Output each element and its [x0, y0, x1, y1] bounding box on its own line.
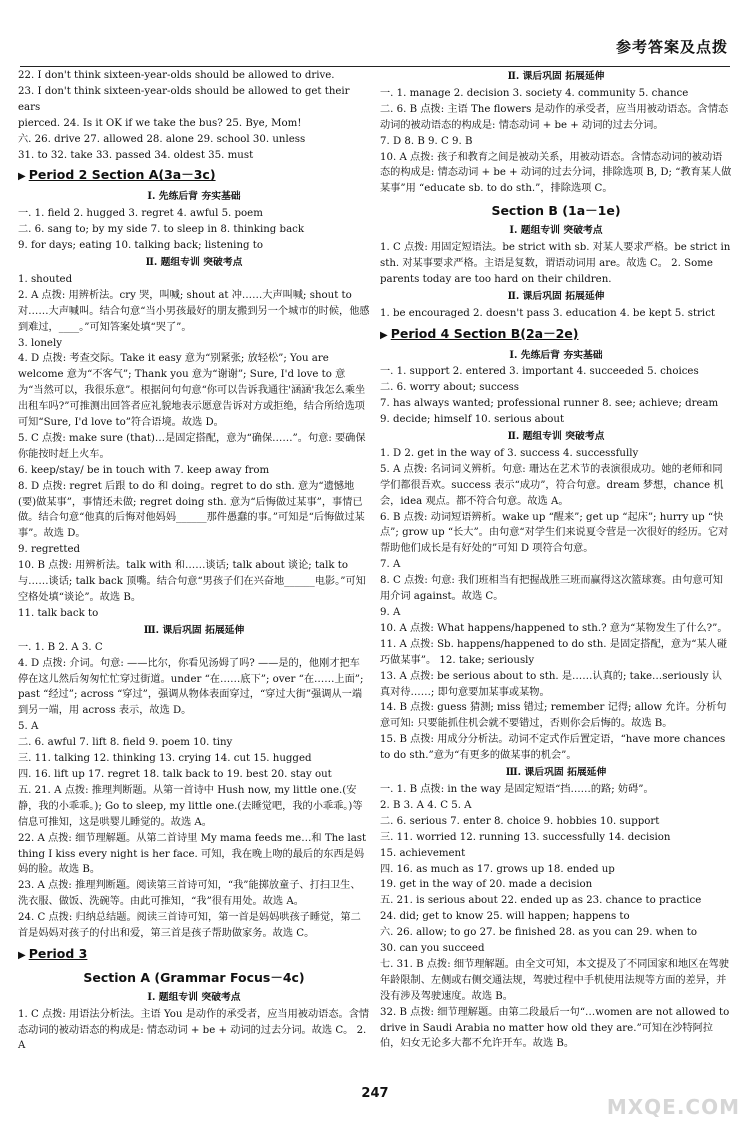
right-column — [380, 68, 732, 1052]
watermark-logo: MXQE.COM — [606, 1095, 740, 1119]
answer-line: 7. has always wanted; professional runner 8. see; achieve; dream — [380, 398, 719, 410]
answer-line: 9. A — [380, 607, 401, 618]
answer-line: 8. C 点拨: 句意: 我们班相当有把握战胜三班而赢得这次篮球赛。由句意可知用介词 against。故选 C。 — [380, 575, 723, 603]
answer-line: 5. A — [18, 721, 39, 733]
period-label: Period 4 Section B(2a－2e) — [390, 325, 579, 341]
answer-line: 10. B 点拨: 用辨析法。talk with 和……谈话; talk about 谈论; talk to 与……谈话; talk back 顶嘴。结合句意“男孩子们在兴奋地______电影。”可知空格处填“谈论”。故选 B。 — [18, 560, 366, 603]
answer-line: 六. 26. drive 27. allowed 28. alone 29. school 30. unless — [18, 133, 306, 145]
answer-line: 7. D 8. B 9. C 9. B — [380, 135, 473, 147]
answer-line: 三. 11. worried 12. running 13. successfully 14. decision — [380, 831, 671, 843]
answer-line: 22. I don't think sixteen-year-olds should be allowed to drive. — [18, 70, 335, 81]
subsection-heading: Ⅱ. 课后巩固 拓展延伸 — [507, 290, 605, 302]
answer-line: 32. B 点拨: 细节理解题。由第二段最后一句“…women are not allowed to drive in Saudi Arabia no matter how old they are.”可知在沙特阿拉伯，妇女无论多大都不允许开车。故选 B。 — [380, 1006, 730, 1050]
answer-line: 1. shouted — [18, 273, 73, 285]
answer-line: 24. C 点拨: 归纳总结题。阅读三首诗可知，第一首是妈妈哄孩子睡觉，第二首是妈妈对孩子的付出和爱，第三首是孩子帮助做家务。故选 C。 — [18, 912, 361, 940]
answer-line: 一. 1. manage 2. decision 3. society 4. community 5. chance — [380, 87, 689, 99]
answer-line: 二. 6. worry about; success — [380, 382, 519, 394]
answer-line: 一. 1. B 2. A 3. C — [18, 641, 103, 653]
answer-line: 22. A 点拨: 细节理解题。从第二首诗里 My mama feeds me…和 The last thing I kiss every night is her face. 可知，我在晚上吻的最后的东西是妈妈的脸。故选 B。 — [18, 832, 367, 876]
header-title: 参考答案及点拨 — [615, 38, 728, 56]
answer-line: 六. 26. allow; to go 27. be finished 28. as you can 29. when to — [380, 927, 698, 939]
page-number: 247 — [361, 1086, 389, 1101]
answer-line: 3. lonely — [18, 337, 62, 349]
header-rule — [20, 66, 730, 67]
answer-line: 五. 21. is serious about 22. ended up as 23. chance to practice — [380, 895, 702, 907]
answer-line: 二. 6. awful 7. lift 8. field 9. poem 10. tiny — [18, 737, 233, 749]
section-heading: Section B (1a－1e) — [491, 203, 621, 219]
answer-line: 31. to 32. take 33. passed 34. oldest 35. must — [18, 149, 254, 161]
triangle-icon: ▶ — [18, 171, 26, 183]
answer-line: 二. 6. serious 7. enter 8. choice 9. hobbies 10. support — [380, 815, 660, 827]
subsection-heading: Ⅰ. 先练后背 夯实基础 — [509, 349, 603, 361]
period-heading — [18, 167, 370, 185]
answer-line: 6. keep/stay/ be in touch with 7. keep away from — [18, 464, 270, 476]
answer-line: 二. 6. sang to; by my side 7. to sleep in 8. thinking back — [18, 224, 305, 236]
answer-line: 23. A 点拨: 推理判断题。阅读第三首诗可知，“我”能掷放童子、打扫卫生、洗衣服、做饭、洗碗等。由此可推知，“我”很有用处。故选 A。 — [18, 880, 361, 908]
answer-line: 14. B 点拨: guess 猜测; miss 错过; remember 记得; allow 允许。分析句意可知: 只要能抓住机会就不要错过，否则你会后悔的。故选 B。 — [380, 702, 727, 730]
subsection-heading: Ⅲ. 课后巩固 拓展延伸 — [143, 624, 245, 636]
period-label: Period 3 — [28, 945, 88, 961]
answer-line: 1. be encouraged 2. doesn't pass 3. education 4. be kept 5. strict — [380, 307, 715, 319]
answer-line: 19. get in the way of 20. made a decision — [380, 879, 593, 891]
subsection-heading: Ⅰ. 题组专训 突破考点 — [147, 991, 241, 1003]
subsection-heading: Ⅱ. 题组专训 突破考点 — [507, 431, 605, 443]
answer-line: 2. B 3. A 4. C 5. A — [380, 799, 472, 811]
answer-line: 5. C 点拨: make sure (that)…是固定搭配，意为“确保……”。句意: 要确保你能按时赶上火车。 — [18, 432, 366, 460]
answer-line: 1. C 点拨: 用固定短语法。be strict with sb. 对某人要求严格。be strict in sth. 对某事要求严格。主语是复数，谓语动词用 are。故选 C。 2. Some parents today are too hard on their children. — [380, 242, 731, 285]
answer-line: 四. 16. lift up 17. regret 18. talk back to 19. best 20. stay out — [18, 768, 332, 780]
section-heading: Section A (Grammar Focus－4c) — [83, 969, 305, 985]
answer-line: 11. talk back to — [18, 607, 99, 619]
answer-line: pierced. 24. Is it OK if we take the bus? 25. Bye, Mom! — [18, 117, 302, 129]
answer-line: 7. A — [380, 559, 401, 571]
answer-line: 4. D 点拨: 介词。句意: ——比尔，你看见汤姆了吗? ——是的，他刚才把车停在这儿然后匆匆忙忙穿过街道。under “在……底下”; over “在……上面”; past “经过”; across “穿过”，强调从物体表面穿过，“穿过大街”强调从一端到另一端，用 across 表示，故选 D。 — [18, 657, 364, 717]
answer-line: 五. 21. A 点拨: 推理判断题。从第一首诗中 Hush now, my little one.(安静，我的小乖乖。); Go to sleep, my little one.(去睡觉吧，我的小乖乖。)等信息可推知，这是哄婴儿睡觉的。故选 A。 — [18, 784, 363, 828]
answer-line: 24. did; get to know 25. will happen; happens to — [380, 911, 630, 923]
answer-line: 一. 1. B 点拨: in the way 是固定短语“挡……的路; 妨碍”。 — [380, 783, 654, 795]
answer-line: 30. can you succeed — [380, 943, 485, 955]
answer-line: 2. A 点拨: 用辨析法。cry 哭，叫喊; shout at 冲……大声叫喊; shout to 对……大声喊叫。结合句意“当小男孩最好的朋友搬到另一个城市的时候，他感到难过，____。”可知答案处填“哭了”。 — [18, 289, 370, 333]
answer-line: 6. B 点拨: 动词短语辨析。wake up “醒来”; get up “起床”; hurry up “快点”; grow up “长大”。由句意“对学生们来说夏令营是一次很好的经历。它对帮助他们成长是有好处的”可知 D 项符合句意。 — [380, 511, 729, 555]
answer-line: 15. B 点拨: 用成分分析法。动词不定式作后置定语，“have more chances to do sth.”意为“有更多的做某事的机会”。 — [380, 734, 726, 762]
answer-line: 一. 1. field 2. hugged 3. regret 4. awful 5. poem — [18, 208, 263, 220]
answer-line: 9. decide; himself 10. serious about — [380, 414, 565, 426]
answer-line: 5. A 点拨: 名词词义辨析。句意: 珊达在艺术节的表演很成功。她的老师和同学们都很吾欢。success 表示“成功”，符合句意。dream 梦想，chance 机会，idea 观点。都不符合句意。故选 A。 — [380, 463, 724, 507]
subsection-heading: Ⅱ. 课后巩固 拓展延伸 — [507, 71, 605, 82]
left-column — [18, 68, 370, 1054]
answer-line: 四. 16. as much as 17. grows up 18. ended up — [380, 863, 615, 875]
answer-line: 15. achievement — [380, 847, 466, 859]
answer-line: 10. A 点拨: 孩子和教育之间是被动关系，用被动语态。含情态动词的被动语态的构成是: 情态动词 + be + 动词的过去分词，排除选项 B, D; “教育某人做某事”用 “educate sb. to do sth.”，排除选项 C。 — [380, 151, 732, 195]
answer-line: 13. A 点拨: be serious about to sth. 是……认真的; take…seriously 认真对待……; 即句意要加某事或某物。 — [380, 670, 722, 698]
answer-line: 三. 11. talking 12. thinking 13. crying 14. cut 15. hugged — [18, 753, 312, 765]
answer-line: 9. for days; eating 10. talking back; listening to — [18, 240, 263, 252]
answer-line: 1. D 2. get in the way of 3. success 4. successfully — [380, 447, 639, 459]
period-heading — [18, 946, 370, 964]
subsection-heading: Ⅲ. 课后巩固 拓展延伸 — [505, 767, 607, 779]
answer-line: 一. 1. support 2. entered 3. important 4. succeeded 5. choices — [380, 366, 699, 378]
triangle-icon: ▶ — [380, 329, 388, 341]
answer-line: 二. 6. B 点拨: 主语 The flowers 是动作的承受者，应当用被动语态。含情态动词的被动语态的构成是: 情态动词 + be + 动词的过去分词。 — [380, 103, 729, 131]
subsection-heading: Ⅱ. 题组专训 突破考点 — [145, 256, 243, 268]
period-heading — [380, 326, 732, 344]
answer-line: 8. D 点拨: regret 后跟 to do 和 doing。regret to do sth. 意为“遗憾地(要)做某事”，事情还未做; regret doing sth. 意为“后悔做过某事”，事情已做。结合句意“他真的后悔对他妈妈______那件愚蠢的事。”可知是“后悔做过某事”。故选 D。 — [18, 480, 365, 540]
answer-line: 23. I don't think sixteen-year-olds should be allowed to get their ears — [18, 85, 350, 113]
answer-line: 4. D 点拨: 考查交际。Take it easy 意为“别紧张; 放轻松”; You are welcome 意为“不客气”; Thank you 意为“谢谢”; Sure, I'd love to 意为“当然可以，我很乐意”。根据问句句意“你可以告诉我通往'涵涵'我怎么乘坐出租车吗?”可推测出回答者应礼貌地表示愿意告诉对方或拒绝，结合所给选项可知“Sure, I'd love to”符合语境。故选 D。 — [18, 353, 366, 429]
period-label: Period 2 Section A(3a－3c) — [28, 167, 216, 183]
page-header — [0, 14, 750, 58]
subsection-heading: Ⅰ. 题组专训 突破考点 — [509, 225, 603, 237]
subsection-heading: Ⅰ. 先练后背 夯实基础 — [147, 191, 241, 203]
answer-line: 10. A 点拨: What happens/happened to sth.? 意为“某物发生了什么?”。 — [380, 622, 728, 634]
answer-line: 11. A 点拨: Sb. happens/happened to do sth. 是固定搭配，意为“某人碰巧做某事”。 12. take; seriously — [380, 638, 728, 666]
answer-line: 1. C 点拨: 用语法分析法。主语 You 是动作的承受者，应当用被动语态。含情态动词的被动语态的构成是: 情态动词 + be + 动词的过去分词。故选 C。 2. A — [18, 1008, 370, 1052]
triangle-icon: ▶ — [18, 949, 26, 961]
answer-line: 9. regretted — [18, 544, 81, 556]
answer-line: 七. 31. B 点拨: 细节理解题。由全文可知，本文提及了不同国家和地区在驾驶年龄限制、左侧或右侧交通法规，驾驶过程中手机使用法规等方面的差异，并没有涉及驾驶速度。故选 B。 — [380, 958, 729, 1002]
